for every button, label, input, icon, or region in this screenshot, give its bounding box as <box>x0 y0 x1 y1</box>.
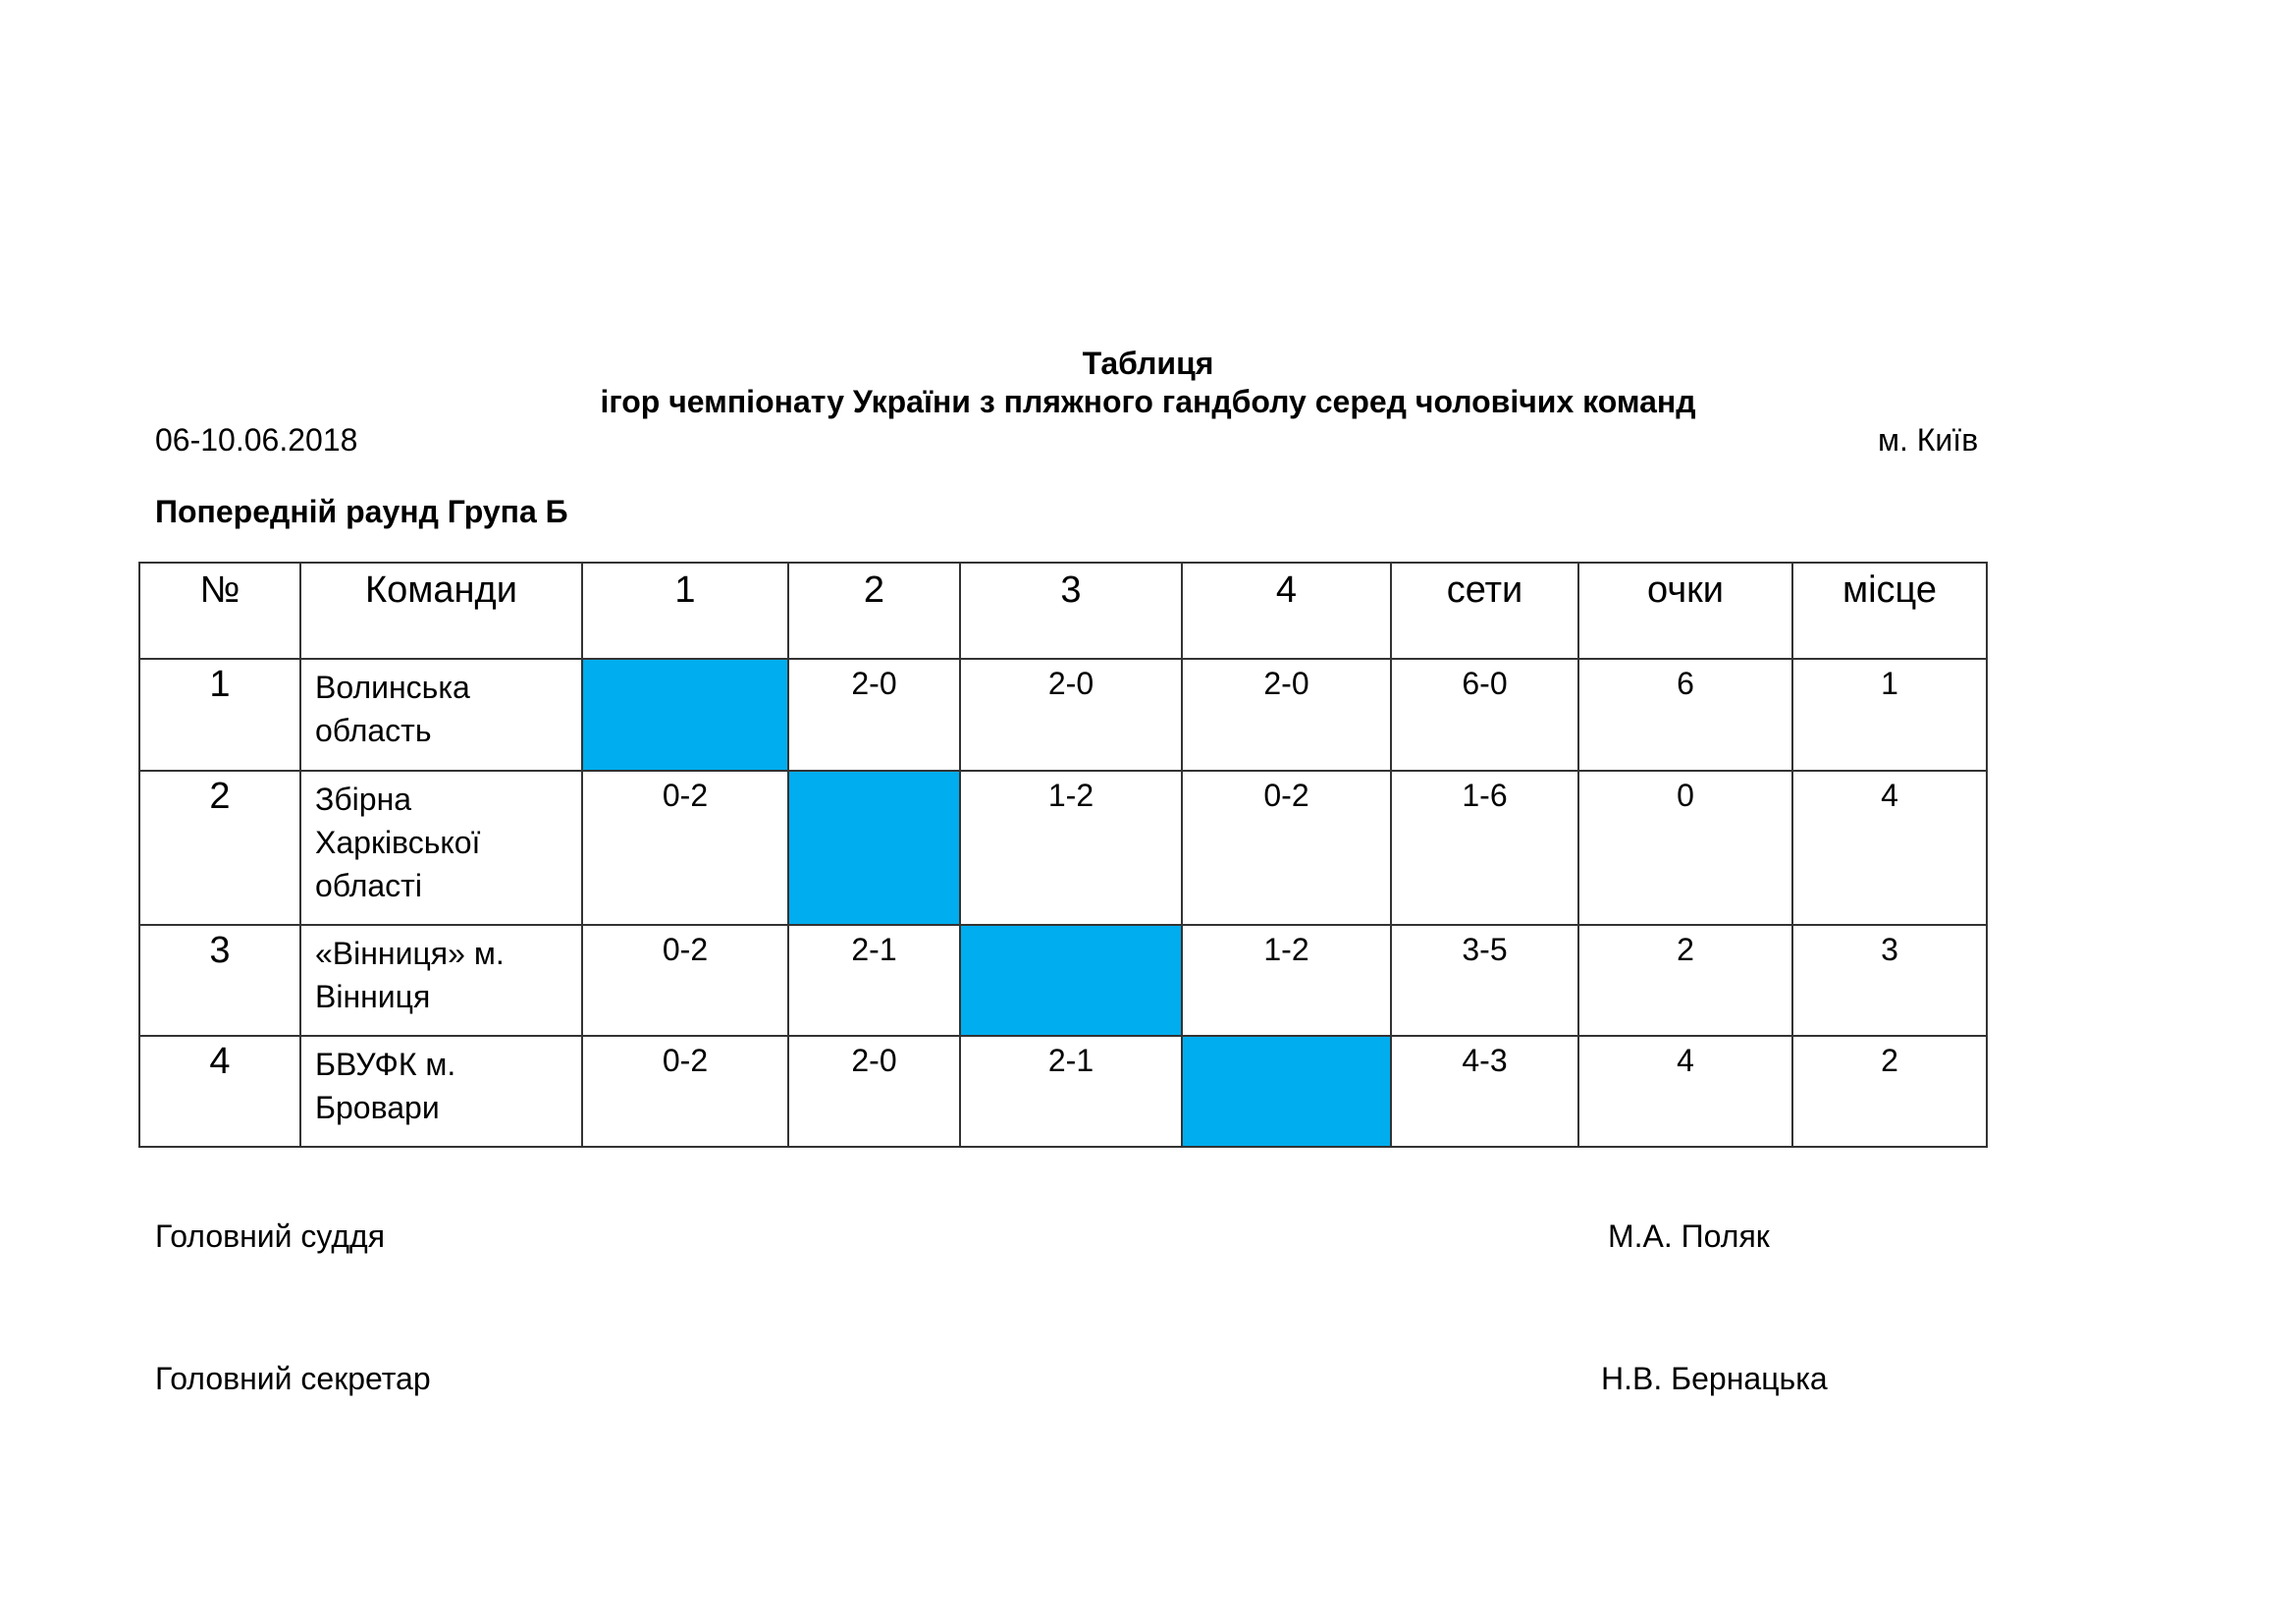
col-header-1: 1 <box>582 563 788 659</box>
diagonal-cell <box>960 925 1182 1036</box>
diagonal-cell <box>1182 1036 1391 1147</box>
chief-secretary-name: Н.В. Бернацька <box>1601 1361 1828 1396</box>
points-cell: 2 <box>1578 925 1792 1036</box>
row-number: 2 <box>139 771 300 925</box>
event-city: м. Київ <box>1878 422 1979 458</box>
col-header-4: 4 <box>1182 563 1391 659</box>
points-cell: 0 <box>1578 771 1792 925</box>
place-cell: 2 <box>1792 1036 1987 1147</box>
col-header-teams: Команди <box>300 563 582 659</box>
table-row <box>139 925 1987 1036</box>
round-heading: Попередній раунд Група Б <box>155 494 568 529</box>
col-header-number: № <box>139 563 300 659</box>
row-number: 3 <box>139 925 300 1036</box>
team-name: Збірна Харківської області <box>300 771 582 925</box>
result-cell: 2-1 <box>788 925 960 1036</box>
table-row <box>139 771 1987 925</box>
document-subtitle: ігор чемпіонату України з пляжного гандболу серед чоловічих команд <box>600 384 1696 419</box>
col-header-sets: сети <box>1391 563 1578 659</box>
team-name: «Вінниця» м. Вінниця <box>300 925 582 1036</box>
result-cell: 2-0 <box>788 1036 960 1147</box>
col-header-points: очки <box>1578 563 1792 659</box>
place-cell: 4 <box>1792 771 1987 925</box>
result-cell: 0-2 <box>582 1036 788 1147</box>
table-row <box>139 1036 1987 1147</box>
chief-judge-label: Головний суддя <box>155 1218 386 1254</box>
sets-cell: 1-6 <box>1391 771 1578 925</box>
sets-cell: 4-3 <box>1391 1036 1578 1147</box>
points-cell: 6 <box>1578 659 1792 771</box>
document-title: Таблиця <box>1082 346 1214 381</box>
place-cell: 1 <box>1792 659 1987 771</box>
event-dates: 06-10.06.2018 <box>155 422 358 458</box>
standings-table <box>138 562 1988 1148</box>
col-header-place: місце <box>1792 563 1987 659</box>
col-header-3: 3 <box>960 563 1182 659</box>
col-header-2: 2 <box>788 563 960 659</box>
row-number: 1 <box>139 659 300 771</box>
result-cell: 2-0 <box>788 659 960 771</box>
result-cell: 2-0 <box>960 659 1182 771</box>
header-row <box>139 563 1987 659</box>
result-cell: 1-2 <box>960 771 1182 925</box>
result-cell: 0-2 <box>582 925 788 1036</box>
team-name: БВУФК м. Бровари <box>300 1036 582 1147</box>
points-cell: 4 <box>1578 1036 1792 1147</box>
diagonal-cell <box>582 659 788 771</box>
chief-judge-name: М.А. Поляк <box>1608 1218 1770 1254</box>
table-row <box>139 659 1987 771</box>
row-number: 4 <box>139 1036 300 1147</box>
diagonal-cell <box>788 771 960 925</box>
sets-cell: 6-0 <box>1391 659 1578 771</box>
result-cell: 2-0 <box>1182 659 1391 771</box>
result-cell: 0-2 <box>1182 771 1391 925</box>
team-name: Волинська область <box>300 659 582 771</box>
chief-secretary-label: Головний секретар <box>155 1361 431 1396</box>
sets-cell: 3-5 <box>1391 925 1578 1036</box>
place-cell: 3 <box>1792 925 1987 1036</box>
result-cell: 0-2 <box>582 771 788 925</box>
result-cell: 1-2 <box>1182 925 1391 1036</box>
result-cell: 2-1 <box>960 1036 1182 1147</box>
